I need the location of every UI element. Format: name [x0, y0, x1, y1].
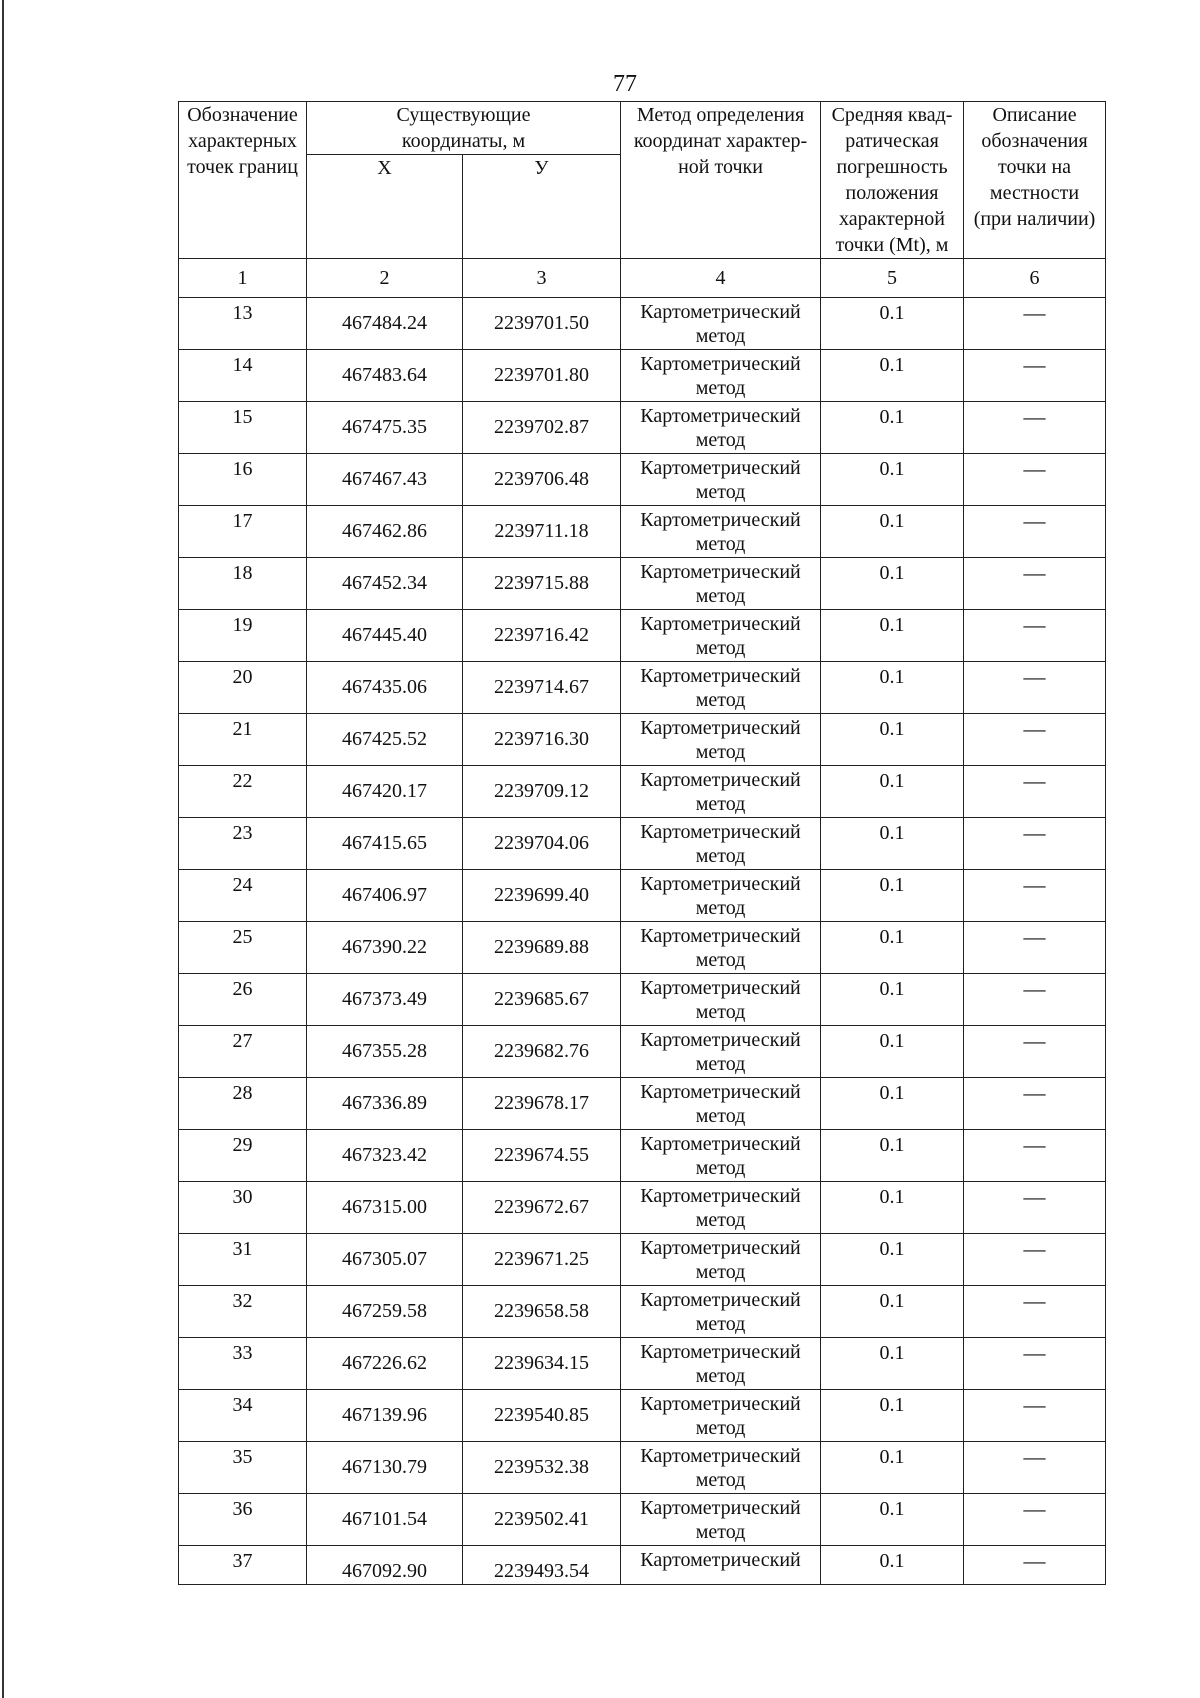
error-cell: 0.1 — [821, 1546, 964, 1585]
method-cell — [621, 662, 821, 714]
x-coordinate-cell: 467130.79 — [307, 1442, 463, 1494]
point-number-cell: 14 — [179, 350, 307, 402]
y-coordinate-cell: 2239671.25 — [463, 1234, 621, 1286]
y-coordinate-cell: 2239701.80 — [463, 350, 621, 402]
method-cell — [621, 454, 821, 506]
y-coordinate-cell: 2239493.54 — [463, 1546, 621, 1585]
method-line-2: метод — [695, 689, 746, 711]
y-coordinate-cell: 2239682.76 — [463, 1026, 621, 1078]
x-coordinate-cell: 467373.49 — [307, 974, 463, 1026]
table-row — [179, 454, 1106, 506]
error-cell: 0.1 — [821, 714, 964, 766]
description-cell: — — [964, 818, 1106, 870]
method-cell — [621, 1546, 821, 1585]
x-coordinate-cell: 467467.43 — [307, 454, 463, 506]
error-cell: 0.1 — [821, 506, 964, 558]
error-cell: 0.1 — [821, 1130, 964, 1182]
y-coordinate-cell: 2239704.06 — [463, 818, 621, 870]
error-cell: 0.1 — [821, 454, 964, 506]
y-coordinate-cell: 2239699.40 — [463, 870, 621, 922]
x-coordinate-cell: 467355.28 — [307, 1026, 463, 1078]
description-cell: — — [964, 1546, 1106, 1585]
method-cell — [621, 1078, 821, 1130]
error-cell: 0.1 — [821, 1078, 964, 1130]
description-cell: — — [964, 350, 1106, 402]
y-coordinate-cell: 2239716.42 — [463, 610, 621, 662]
description-cell: — — [964, 922, 1106, 974]
table-row — [179, 558, 1106, 610]
method-cell — [621, 298, 821, 350]
method-line-1: Картометрический — [640, 1341, 801, 1363]
method-line-1: Картометрический — [640, 613, 801, 635]
description-cell: — — [964, 1286, 1106, 1338]
boundary-points-table — [178, 101, 1106, 1585]
method-cell — [621, 870, 821, 922]
method-line-2: метод — [695, 533, 746, 555]
method-line-1: Картометрический — [640, 977, 801, 999]
column-number: 5 — [821, 259, 964, 298]
y-coordinate-cell: 2239714.67 — [463, 662, 621, 714]
method-line-1: Картометрический — [640, 665, 801, 687]
error-cell: 0.1 — [821, 974, 964, 1026]
y-coordinate-cell: 2239674.55 — [463, 1130, 621, 1182]
point-number-cell: 16 — [179, 454, 307, 506]
method-line-1: Картометрический — [640, 717, 801, 739]
x-coordinate-cell: 467226.62 — [307, 1338, 463, 1390]
description-cell: — — [964, 402, 1106, 454]
description-cell: — — [964, 558, 1106, 610]
x-coordinate-cell: 467390.22 — [307, 922, 463, 974]
error-cell: 0.1 — [821, 1442, 964, 1494]
description-cell: — — [964, 1442, 1106, 1494]
error-cell: 0.1 — [821, 1390, 964, 1442]
description-cell: — — [964, 662, 1106, 714]
point-number-cell: 17 — [179, 506, 307, 558]
header-existing-coordinates: Существующие координаты, м — [307, 102, 621, 155]
header-row-1 — [179, 102, 1106, 155]
method-line-2: метод — [695, 1469, 746, 1491]
method-line-2: метод — [695, 1157, 746, 1179]
method-cell — [621, 1390, 821, 1442]
table-row — [179, 1130, 1106, 1182]
table-row — [179, 1546, 1106, 1585]
method-line-1: Картометрический — [640, 1445, 801, 1467]
table-row — [179, 1286, 1106, 1338]
method-line-2: метод — [695, 949, 746, 971]
error-cell: 0.1 — [821, 610, 964, 662]
method-cell — [621, 1494, 821, 1546]
description-cell: — — [964, 1338, 1106, 1390]
method-line-1: Картометрический — [640, 821, 801, 843]
method-cell — [621, 1130, 821, 1182]
description-cell: — — [964, 506, 1106, 558]
method-line-2: метод — [695, 1521, 746, 1543]
column-number: 4 — [621, 259, 821, 298]
x-coordinate-cell: 467435.06 — [307, 662, 463, 714]
method-line-1: Картометрический — [640, 1081, 801, 1103]
header-method: Метод определения координат характер- ной точки — [621, 102, 821, 259]
point-number-cell: 27 — [179, 1026, 307, 1078]
point-number-cell: 30 — [179, 1182, 307, 1234]
table-row — [179, 1078, 1106, 1130]
x-coordinate-cell: 467452.34 — [307, 558, 463, 610]
x-coordinate-cell: 467420.17 — [307, 766, 463, 818]
y-coordinate-cell: 2239502.41 — [463, 1494, 621, 1546]
description-cell: — — [964, 1026, 1106, 1078]
table-row — [179, 870, 1106, 922]
method-line-1: Картометрический — [640, 925, 801, 947]
method-cell — [621, 1026, 821, 1078]
error-cell: 0.1 — [821, 766, 964, 818]
x-coordinate-cell: 467101.54 — [307, 1494, 463, 1546]
y-coordinate-cell: 2239701.50 — [463, 298, 621, 350]
description-cell: — — [964, 714, 1106, 766]
table-row — [179, 1494, 1106, 1546]
method-line-2: метод — [695, 741, 746, 763]
table-row — [179, 662, 1106, 714]
x-coordinate-cell: 467475.35 — [307, 402, 463, 454]
point-number-cell: 37 — [179, 1546, 307, 1585]
method-cell — [621, 1234, 821, 1286]
error-cell: 0.1 — [821, 870, 964, 922]
point-number-cell: 20 — [179, 662, 307, 714]
column-number: 1 — [179, 259, 307, 298]
method-line-1: Картометрический — [640, 509, 801, 531]
method-cell — [621, 974, 821, 1026]
method-line-2: метод — [695, 325, 746, 347]
table-row — [179, 1390, 1106, 1442]
x-coordinate-cell: 467305.07 — [307, 1234, 463, 1286]
description-cell: — — [964, 1182, 1106, 1234]
table-row — [179, 610, 1106, 662]
method-cell — [621, 610, 821, 662]
page-number: 77 — [613, 71, 637, 97]
point-number-cell: 23 — [179, 818, 307, 870]
description-cell: — — [964, 870, 1106, 922]
method-line-2: метод — [695, 897, 746, 919]
description-cell: — — [964, 1390, 1106, 1442]
method-cell — [621, 506, 821, 558]
error-cell: 0.1 — [821, 1234, 964, 1286]
y-coordinate-cell: 2239715.88 — [463, 558, 621, 610]
method-line-2: метод — [695, 793, 746, 815]
header-description: Описание обозначения точки на местности (при наличии) — [964, 102, 1106, 259]
table-row — [179, 506, 1106, 558]
method-line-1: Картометрический — [640, 1549, 801, 1571]
point-number-cell: 22 — [179, 766, 307, 818]
method-line-1: Картометрический — [640, 457, 801, 479]
method-line-1: Картометрический — [640, 1185, 801, 1207]
table-row — [179, 818, 1106, 870]
point-number-cell: 34 — [179, 1390, 307, 1442]
error-cell: 0.1 — [821, 350, 964, 402]
y-coordinate-cell: 2239702.87 — [463, 402, 621, 454]
x-coordinate-cell: 467092.90 — [307, 1546, 463, 1585]
method-line-2: метод — [695, 377, 746, 399]
x-coordinate-cell: 467415.65 — [307, 818, 463, 870]
description-cell: — — [964, 454, 1106, 506]
error-cell: 0.1 — [821, 818, 964, 870]
description-cell: — — [964, 298, 1106, 350]
method-cell — [621, 766, 821, 818]
table-row — [179, 350, 1106, 402]
method-line-2: метод — [695, 1261, 746, 1283]
y-coordinate-cell: 2239706.48 — [463, 454, 621, 506]
point-number-cell: 25 — [179, 922, 307, 974]
method-line-1: Картометрический — [640, 1133, 801, 1155]
description-cell: — — [964, 610, 1106, 662]
point-number-cell: 29 — [179, 1130, 307, 1182]
method-line-2: метод — [695, 1209, 746, 1231]
point-number-cell: 28 — [179, 1078, 307, 1130]
x-coordinate-cell: 467315.00 — [307, 1182, 463, 1234]
y-coordinate-cell: 2239658.58 — [463, 1286, 621, 1338]
column-number: 6 — [964, 259, 1106, 298]
x-coordinate-cell: 467425.52 — [307, 714, 463, 766]
point-number-cell: 15 — [179, 402, 307, 454]
y-coordinate-cell: 2239709.12 — [463, 766, 621, 818]
description-cell: — — [964, 974, 1106, 1026]
x-coordinate-cell: 467406.97 — [307, 870, 463, 922]
column-number-row — [179, 259, 1106, 298]
column-number: 2 — [307, 259, 463, 298]
error-cell: 0.1 — [821, 1494, 964, 1546]
error-cell: 0.1 — [821, 402, 964, 454]
error-cell: 0.1 — [821, 662, 964, 714]
x-coordinate-cell: 467483.64 — [307, 350, 463, 402]
method-line-1: Картометрический — [640, 1029, 801, 1051]
x-coordinate-cell: 467445.40 — [307, 610, 463, 662]
method-line-1: Картометрический — [640, 301, 801, 323]
y-coordinate-cell: 2239678.17 — [463, 1078, 621, 1130]
table-row — [179, 402, 1106, 454]
method-line-1: Картометрический — [640, 1497, 801, 1519]
method-line-1: Картометрический — [640, 353, 801, 375]
error-cell: 0.1 — [821, 1182, 964, 1234]
y-coordinate-cell: 2239634.15 — [463, 1338, 621, 1390]
point-number-cell: 13 — [179, 298, 307, 350]
method-line-2: метод — [695, 845, 746, 867]
description-cell: — — [964, 1130, 1106, 1182]
table-row — [179, 1338, 1106, 1390]
table-row — [179, 714, 1106, 766]
method-cell — [621, 714, 821, 766]
header-x: X — [307, 155, 463, 259]
scan-left-edge — [2, 0, 4, 1698]
method-cell — [621, 1182, 821, 1234]
x-coordinate-cell: 467336.89 — [307, 1078, 463, 1130]
method-line-2: метод — [695, 1313, 746, 1335]
description-cell: — — [964, 1494, 1106, 1546]
method-cell — [621, 1286, 821, 1338]
header-y: У — [463, 155, 621, 259]
table-row — [179, 1026, 1106, 1078]
method-line-2: метод — [695, 1365, 746, 1387]
header-mean-square-error: Средняя квад- ратическая погрешность положения характерной точки (Mt), м — [821, 102, 964, 259]
error-cell: 0.1 — [821, 298, 964, 350]
table-row — [179, 1182, 1106, 1234]
y-coordinate-cell: 2239689.88 — [463, 922, 621, 974]
point-number-cell: 26 — [179, 974, 307, 1026]
method-line-1: Картометрический — [640, 1393, 801, 1415]
table-row — [179, 974, 1106, 1026]
point-number-cell: 21 — [179, 714, 307, 766]
x-coordinate-cell: 467484.24 — [307, 298, 463, 350]
table-row — [179, 922, 1106, 974]
method-line-1: Картометрический — [640, 769, 801, 791]
error-cell: 0.1 — [821, 1338, 964, 1390]
column-number: 3 — [463, 259, 621, 298]
point-number-cell: 33 — [179, 1338, 307, 1390]
table-row — [179, 1234, 1106, 1286]
method-line-2: метод — [695, 1417, 746, 1439]
method-cell — [621, 402, 821, 454]
method-cell — [621, 1442, 821, 1494]
method-cell — [621, 922, 821, 974]
method-line-2: метод — [695, 1105, 746, 1127]
table-row — [179, 766, 1106, 818]
method-line-2: метод — [695, 429, 746, 451]
method-line-1: Картометрический — [640, 405, 801, 427]
x-coordinate-cell: 467259.58 — [307, 1286, 463, 1338]
method-line-1: Картометрический — [640, 873, 801, 895]
point-number-cell: 18 — [179, 558, 307, 610]
method-line-2: метод — [695, 637, 746, 659]
method-line-2: метод — [695, 1001, 746, 1023]
method-cell — [621, 818, 821, 870]
method-line-1: Картометрический — [640, 1237, 801, 1259]
y-coordinate-cell: 2239672.67 — [463, 1182, 621, 1234]
method-line-1: Картометрический — [640, 561, 801, 583]
error-cell: 0.1 — [821, 922, 964, 974]
y-coordinate-cell: 2239532.38 — [463, 1442, 621, 1494]
method-cell — [621, 350, 821, 402]
x-coordinate-cell: 467139.96 — [307, 1390, 463, 1442]
method-line-2: метод — [695, 481, 746, 503]
point-number-cell: 36 — [179, 1494, 307, 1546]
point-number-cell: 24 — [179, 870, 307, 922]
error-cell: 0.1 — [821, 558, 964, 610]
header-point-designation: Обозначение характерных точек границ — [179, 102, 307, 259]
x-coordinate-cell: 467323.42 — [307, 1130, 463, 1182]
y-coordinate-cell: 2239540.85 — [463, 1390, 621, 1442]
method-line-2: метод — [695, 1053, 746, 1075]
point-number-cell: 31 — [179, 1234, 307, 1286]
table-row — [179, 1442, 1106, 1494]
y-coordinate-cell: 2239711.18 — [463, 506, 621, 558]
description-cell: — — [964, 1234, 1106, 1286]
x-coordinate-cell: 467462.86 — [307, 506, 463, 558]
point-number-cell: 35 — [179, 1442, 307, 1494]
method-line-1: Картометрический — [640, 1289, 801, 1311]
point-number-cell: 19 — [179, 610, 307, 662]
table-row — [179, 298, 1106, 350]
method-cell — [621, 1338, 821, 1390]
point-number-cell: 32 — [179, 1286, 307, 1338]
method-cell — [621, 558, 821, 610]
method-line-2: метод — [695, 585, 746, 607]
error-cell: 0.1 — [821, 1286, 964, 1338]
description-cell: — — [964, 766, 1106, 818]
y-coordinate-cell: 2239685.67 — [463, 974, 621, 1026]
error-cell: 0.1 — [821, 1026, 964, 1078]
description-cell: — — [964, 1078, 1106, 1130]
y-coordinate-cell: 2239716.30 — [463, 714, 621, 766]
